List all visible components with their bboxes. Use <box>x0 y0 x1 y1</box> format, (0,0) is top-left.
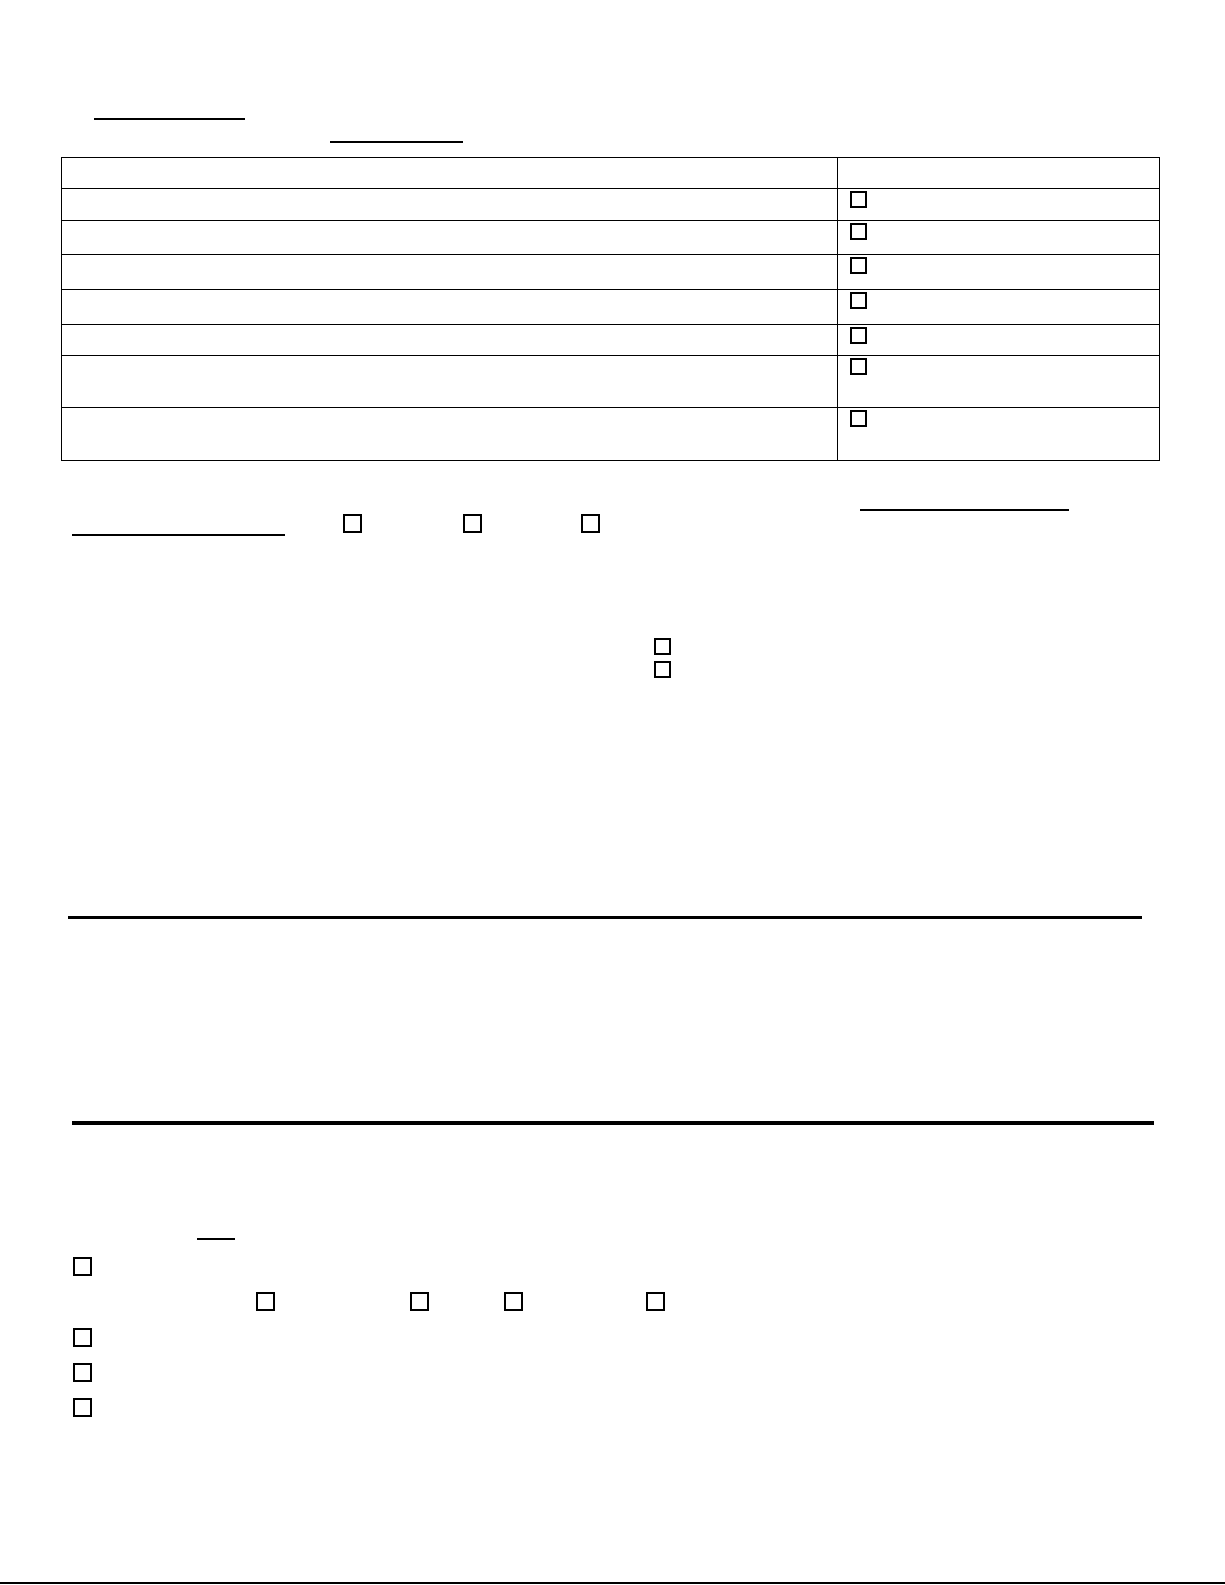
list-checkbox-2[interactable] <box>73 1328 92 1347</box>
blank-field-left[interactable] <box>72 534 285 536</box>
table-row <box>62 290 1160 325</box>
table-row-checkbox[interactable] <box>850 410 867 427</box>
table-row-checkbox[interactable] <box>850 327 867 344</box>
checklist-table <box>61 157 1160 461</box>
table-row <box>62 356 1160 408</box>
list-checkbox-3[interactable] <box>73 1363 92 1382</box>
blank-field-top-second[interactable] <box>330 141 463 143</box>
table-row <box>62 325 1160 356</box>
option-checkbox-2[interactable] <box>463 514 482 533</box>
table-row-label <box>62 356 838 408</box>
table-row-checkbox[interactable] <box>850 358 867 375</box>
table-row <box>62 189 1160 221</box>
blank-field-top-left[interactable] <box>94 118 245 120</box>
table-row-checkbox[interactable] <box>850 191 867 208</box>
blank-field-right[interactable] <box>860 509 1069 511</box>
option-checkbox-3[interactable] <box>581 514 600 533</box>
inline-checkbox-1[interactable] <box>256 1292 275 1311</box>
table-row <box>62 408 1160 461</box>
table-header-cell-2 <box>838 158 1160 189</box>
table-row-label <box>62 325 838 356</box>
section-divider <box>68 916 1142 919</box>
option-checkbox-1[interactable] <box>343 514 362 533</box>
table-row-label <box>62 221 838 255</box>
list-checkbox-1[interactable] <box>73 1257 92 1276</box>
table-row <box>62 221 1160 255</box>
table-row-label <box>62 255 838 290</box>
inline-checkbox-3[interactable] <box>504 1292 523 1311</box>
list-checkbox-4[interactable] <box>73 1398 92 1417</box>
table-header-row <box>62 158 1160 189</box>
blank-field-small[interactable] <box>197 1238 235 1240</box>
inline-checkbox-4[interactable] <box>646 1292 665 1311</box>
page-bottom-rule <box>0 1582 1225 1584</box>
stacked-checkbox-1[interactable] <box>654 638 671 655</box>
table-row-checkbox[interactable] <box>850 257 867 274</box>
table-row-label <box>62 408 838 461</box>
inline-checkbox-2[interactable] <box>410 1292 429 1311</box>
table-header-cell-1 <box>62 158 838 189</box>
table-row-label <box>62 189 838 221</box>
table-row-label <box>62 290 838 325</box>
table-row-checkbox[interactable] <box>850 292 867 309</box>
stacked-checkbox-2[interactable] <box>654 661 671 678</box>
table-row <box>62 255 1160 290</box>
section-divider <box>72 1121 1154 1125</box>
table-row-checkbox[interactable] <box>850 223 867 240</box>
